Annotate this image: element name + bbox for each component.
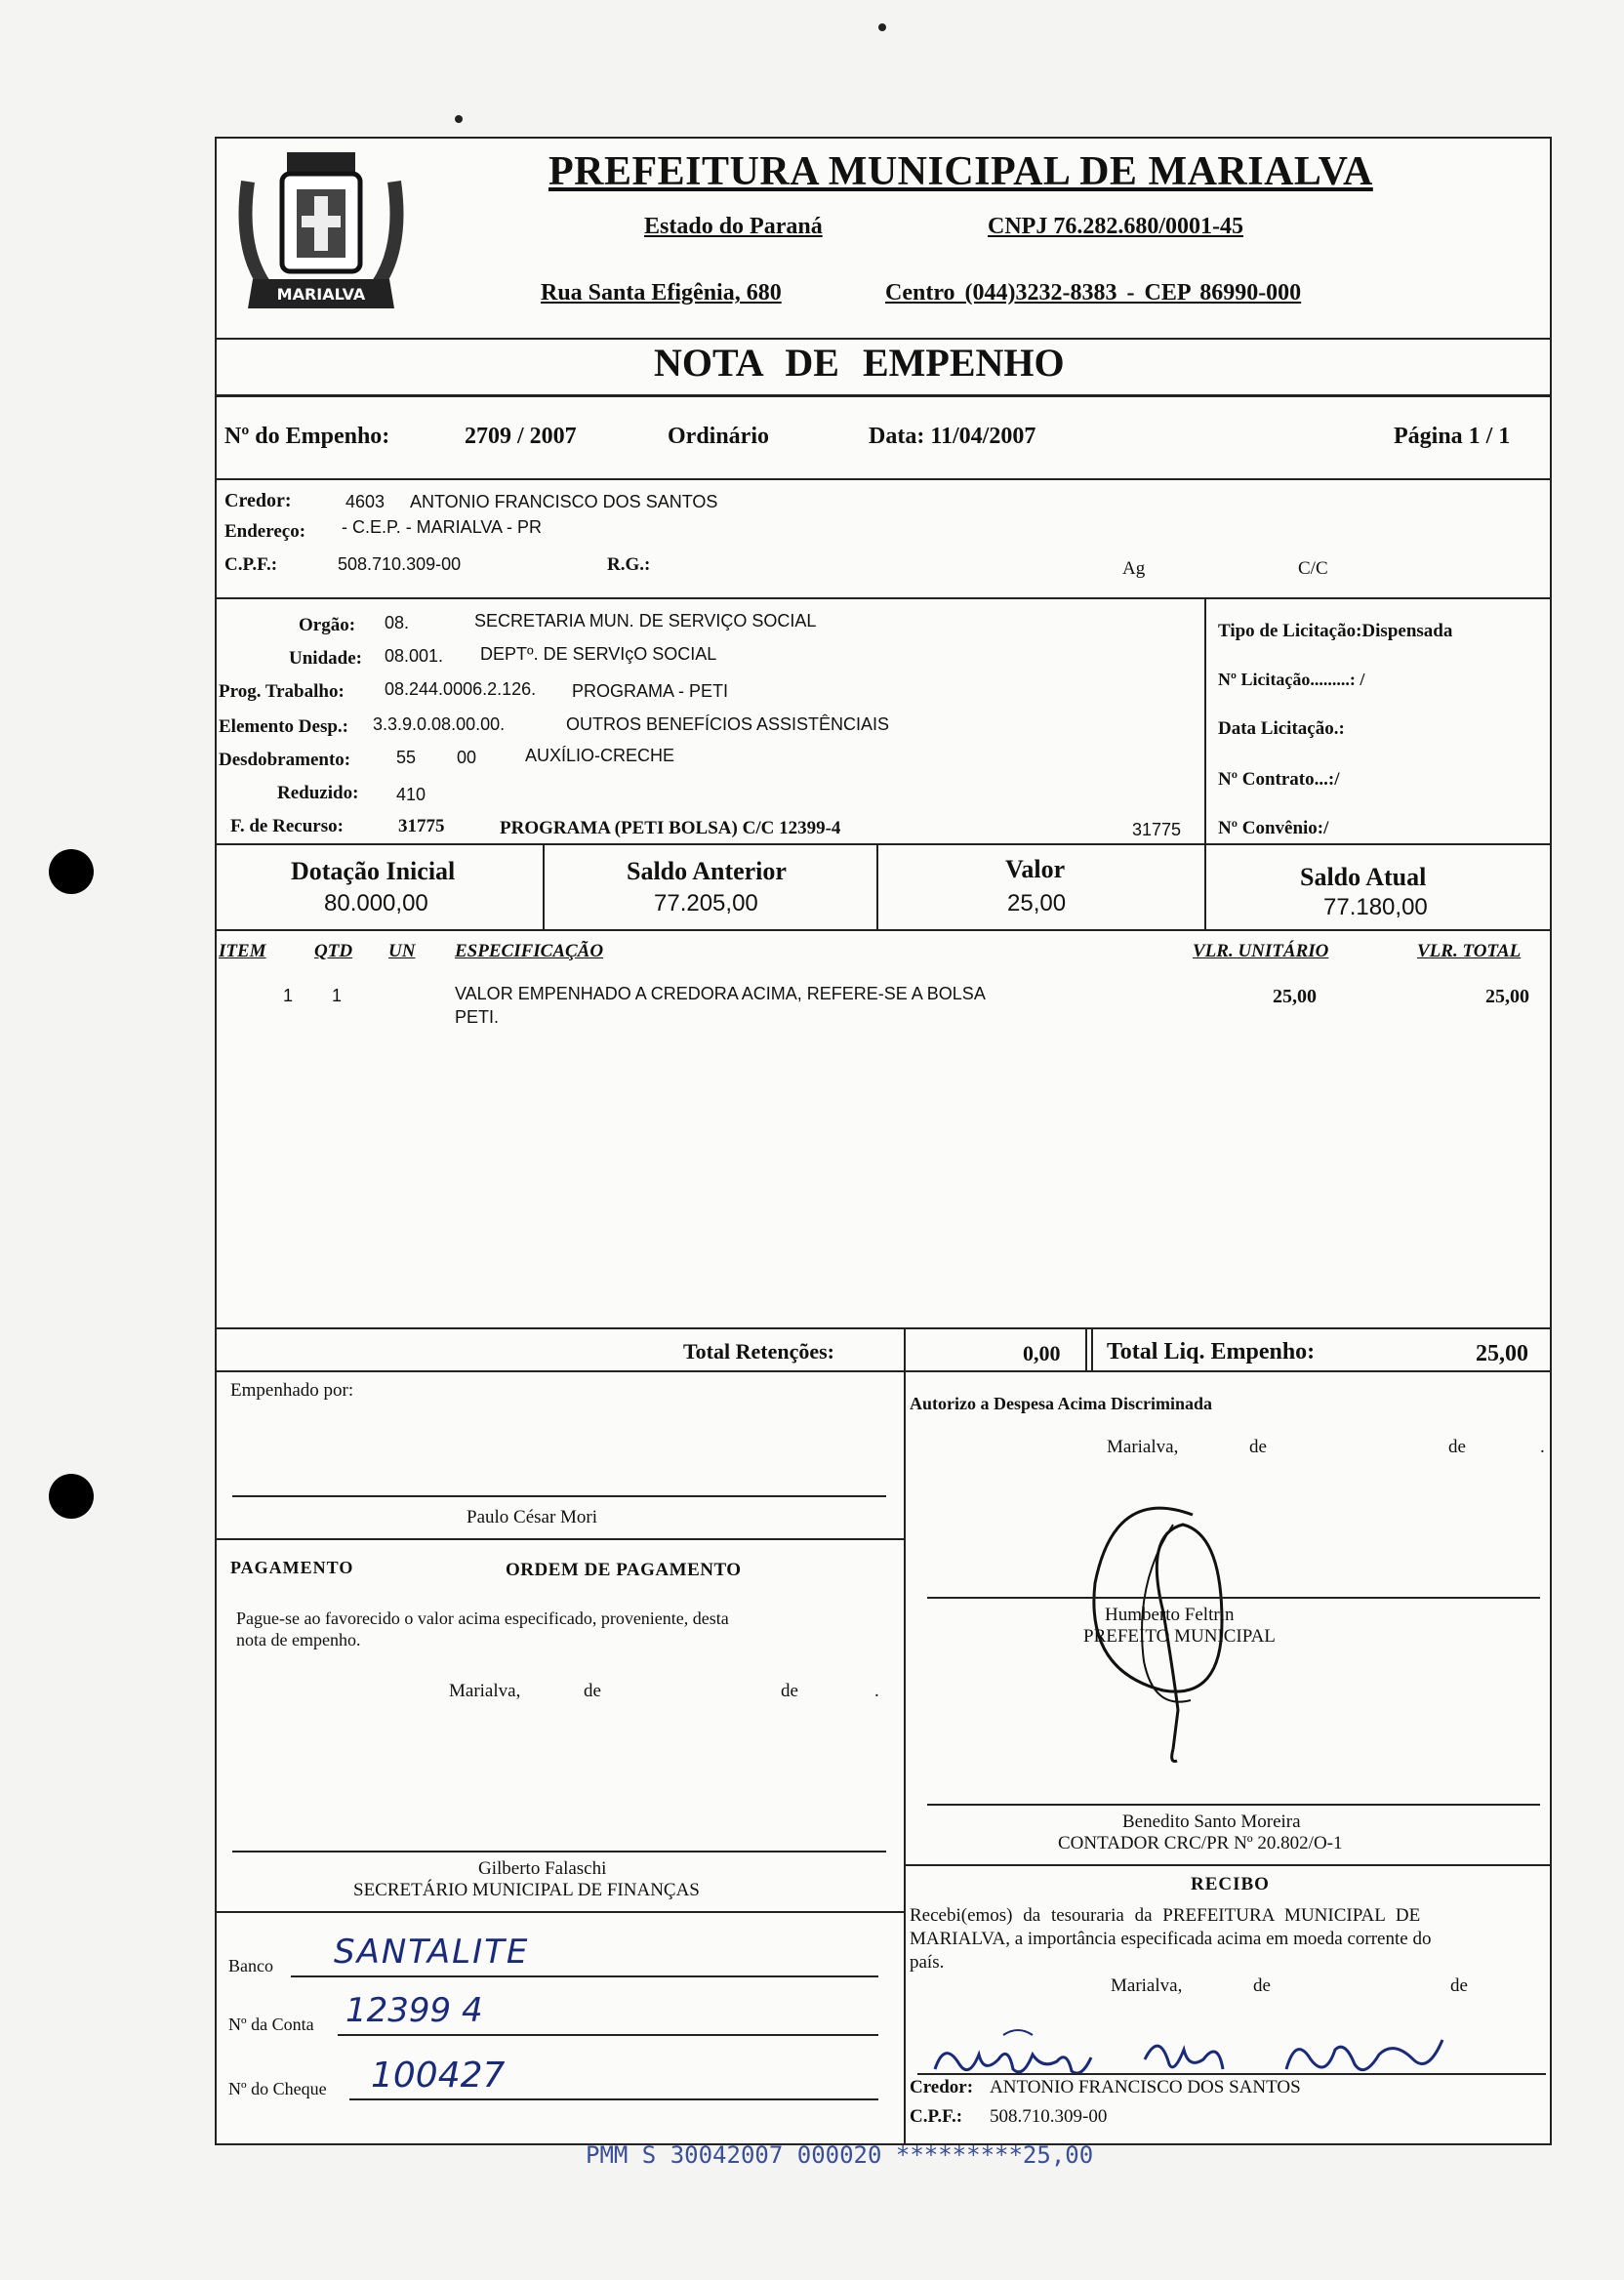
punch-hole-bottom bbox=[49, 1474, 94, 1519]
account-label: C/C bbox=[1298, 558, 1328, 579]
prog-trabalho-label: Prog. Trabalho: bbox=[219, 681, 345, 702]
total-retencoes-label: Total Retenções: bbox=[683, 1339, 834, 1364]
contador-name: Benedito Santo Moreira bbox=[1122, 1812, 1301, 1832]
payment-stamp: PMM S 30042007 000020 *********25,00 bbox=[586, 2141, 1094, 2169]
saldo-atual-label: Saldo Atual bbox=[1300, 863, 1427, 891]
header-un: UN bbox=[388, 941, 416, 961]
scan-speck bbox=[878, 23, 886, 31]
row-unit-value: 25,00 bbox=[1273, 986, 1317, 1007]
banco-label: Banco bbox=[228, 1956, 273, 1975]
autorizo-de1: de bbox=[1249, 1437, 1267, 1457]
autorizo-city: Marialva, bbox=[1107, 1437, 1179, 1457]
total-liquido-label: Total Liq. Empenho: bbox=[1107, 1339, 1316, 1364]
autorizo-text: Autorizo a Despesa Acima Discriminada bbox=[910, 1394, 1212, 1413]
row-total-value: 25,00 bbox=[1485, 986, 1529, 1007]
elemento-code: 3.3.9.0.08.00.00. bbox=[373, 714, 506, 734]
recibo-cpf: 508.710.309-00 bbox=[990, 2106, 1108, 2127]
row-qtd: 1 bbox=[332, 986, 343, 1005]
header-vlr-unitario: VLR. UNITÁRIO bbox=[1193, 941, 1329, 961]
orgao-label: Orgão: bbox=[299, 615, 356, 635]
unidade-code: 08.001. bbox=[385, 646, 444, 666]
recibo-de1: de bbox=[1253, 1975, 1271, 1996]
header-especificacao: ESPECIFICAÇÃO bbox=[455, 941, 604, 961]
recibo-line2: MARIALVA, a importância especificada acima em moeda corrente do bbox=[910, 1929, 1432, 1949]
punch-hole-top bbox=[49, 849, 94, 894]
total-retencoes: 0,00 bbox=[1023, 1341, 1061, 1365]
total-liquido: 25,00 bbox=[1476, 1341, 1528, 1366]
cpf-label: C.P.F.: bbox=[224, 554, 278, 575]
contador-title: CONTADOR CRC/PR Nº 20.802/O-1 bbox=[1058, 1833, 1343, 1853]
pagamento-dot: . bbox=[874, 1681, 879, 1701]
header-item: ITEM bbox=[219, 941, 266, 961]
recibo-label: RECIBO bbox=[1191, 1874, 1270, 1894]
phone-and-cep: Centro (044)3232-8383 - CEP 86990-000 bbox=[885, 280, 1302, 305]
conta-label: Nº da Conta bbox=[228, 2015, 314, 2034]
empenhado-por-name: Paulo César Mori bbox=[467, 1507, 598, 1527]
prefeito-name: Humberto Feltrin bbox=[1105, 1605, 1235, 1625]
pague-line1: Pague-se ao favorecido o valor acima especificado, proveniente, desta bbox=[236, 1608, 729, 1628]
page-number: Página 1 / 1 bbox=[1394, 424, 1511, 449]
saldo-atual: 77.180,00 bbox=[1323, 894, 1428, 920]
prog-trabalho: PROGRAMA - PETI bbox=[572, 681, 729, 701]
nota-de-empenho-form bbox=[215, 137, 1552, 2145]
pagamento-label: PAGAMENTO bbox=[230, 1558, 354, 1577]
secretario-name: Gilberto Falaschi bbox=[478, 1858, 607, 1879]
credor-label: Credor: bbox=[224, 490, 292, 511]
ordem-pagamento-label: ORDEM DE PAGAMENTO bbox=[506, 1560, 742, 1580]
prefeito-title: PREFEITO MUNICIPAL bbox=[1083, 1626, 1276, 1647]
credor-code: 4603 bbox=[345, 492, 386, 511]
state-name: Estado do Paraná bbox=[644, 214, 823, 239]
desdobramento-a: 55 bbox=[396, 748, 417, 767]
recurso-label: F. de Recurso: bbox=[230, 816, 344, 836]
cnpj: CNPJ 76.282.680/0001-45 bbox=[988, 214, 1243, 239]
municipality-title: PREFEITURA MUNICIPAL DE MARIALVA bbox=[548, 149, 1373, 194]
recibo-line1: Recebi(emos) da tesouraria da PREFEITURA MUNICIPAL DE bbox=[910, 1905, 1421, 1926]
desdobramento-label: Desdobramento: bbox=[219, 750, 351, 770]
header-vlr-total: VLR. TOTAL bbox=[1417, 941, 1522, 961]
address-label: Endereço: bbox=[224, 521, 306, 542]
street-address: Rua Santa Efigênia, 680 bbox=[541, 280, 782, 305]
crest-text: MARIALVA bbox=[276, 285, 366, 304]
recurso-description: PROGRAMA (PETI BOLSA) C/C 12399-4 bbox=[500, 818, 841, 838]
pagamento-city: Marialva, bbox=[449, 1681, 521, 1701]
desdobramento-b: 00 bbox=[457, 748, 477, 767]
prog-trabalho-code: 08.244.0006.2.126. bbox=[385, 679, 537, 699]
pagamento-de1: de bbox=[584, 1681, 601, 1701]
desdobramento: AUXÍLIO-CRECHE bbox=[525, 746, 675, 765]
recibo-cpf-label: C.P.F.: bbox=[910, 2106, 963, 2127]
recibo-credor-label: Credor: bbox=[910, 2077, 974, 2097]
empenho-number: 2709 / 2007 bbox=[465, 424, 577, 449]
scan-speck bbox=[455, 115, 463, 123]
empenho-number-label: Nº do Empenho: bbox=[224, 424, 390, 449]
recibo-city: Marialva, bbox=[1111, 1975, 1183, 1996]
recurso-code-right: 31775 bbox=[1132, 820, 1182, 839]
numero-convenio: Nº Convênio:/ bbox=[1218, 818, 1329, 838]
banco-value: SANTALITE bbox=[334, 1933, 530, 1972]
credor-name: ANTONIO FRANCISCO DOS SANTOS bbox=[410, 492, 718, 511]
unidade-label: Unidade: bbox=[289, 648, 362, 669]
cheque-label: Nº do Cheque bbox=[228, 2079, 327, 2098]
recibo-line3: país. bbox=[910, 1952, 945, 1973]
pagamento-de2: de bbox=[781, 1681, 798, 1701]
row-spec-line1: VALOR EMPENHADO A CREDORA ACIMA, REFERE-SE A BOLSA bbox=[455, 984, 986, 1003]
row-item: 1 bbox=[283, 986, 294, 1005]
reduzido-label: Reduzido: bbox=[277, 783, 359, 803]
cpf: 508.710.309-00 bbox=[338, 554, 462, 574]
empenhado-por-label: Empenhado por: bbox=[230, 1380, 354, 1401]
pague-line2: nota de empenho. bbox=[236, 1630, 361, 1649]
recurso-code: 31775 bbox=[398, 816, 445, 836]
numero-contrato: Nº Contrato...:/ bbox=[1218, 769, 1340, 790]
header-qtd: QTD bbox=[314, 941, 353, 961]
secretario-title: SECRETÁRIO MUNICIPAL DE FINANÇAS bbox=[353, 1880, 700, 1900]
saldo-anterior: 77.205,00 bbox=[654, 890, 758, 916]
reduzido: 410 bbox=[396, 785, 426, 804]
unidade: DEPTº. DE SERVIçO SOCIAL bbox=[480, 644, 717, 664]
recibo-de2: de bbox=[1450, 1975, 1468, 1996]
numero-licitacao: Nº Licitação.........: / bbox=[1218, 670, 1365, 689]
empenho-type: Ordinário bbox=[668, 424, 770, 449]
recibo-credor-name: ANTONIO FRANCISCO DOS SANTOS bbox=[990, 2077, 1301, 2097]
row-spec-line2: PETI. bbox=[455, 1007, 500, 1027]
orgao: SECRETARIA MUN. DE SERVIÇO SOCIAL bbox=[474, 611, 817, 631]
address: - C.E.P. - MARIALVA - PR bbox=[342, 517, 543, 537]
municipal-crest-logo bbox=[228, 142, 414, 328]
agency-label: Ag bbox=[1122, 558, 1146, 579]
dotacao-inicial: 80.000,00 bbox=[324, 890, 428, 916]
orgao-code: 08. bbox=[385, 613, 410, 632]
dotacao-inicial-label: Dotação Inicial bbox=[291, 857, 456, 885]
elemento: OUTROS BENEFÍCIOS ASSISTÊNCIAIS bbox=[566, 714, 890, 734]
autorizo-dot: . bbox=[1540, 1437, 1545, 1457]
document-title: NOTA DE EMPENHO bbox=[654, 341, 1065, 385]
elemento-label: Elemento Desp.: bbox=[219, 716, 348, 737]
conta-value: 12399 4 bbox=[345, 1991, 483, 2030]
data-licitacao: Data Licitação.: bbox=[1218, 718, 1345, 739]
rg-label: R.G.: bbox=[607, 554, 651, 575]
empenho-date: Data: 11/04/2007 bbox=[869, 424, 1036, 449]
autorizo-de2: de bbox=[1448, 1437, 1466, 1457]
valor-label: Valor bbox=[1005, 855, 1066, 883]
cheque-value: 100427 bbox=[371, 2056, 506, 2096]
tipo-licitacao: Tipo de Licitação:Dispensada bbox=[1218, 621, 1453, 641]
valor: 25,00 bbox=[1007, 890, 1067, 916]
saldo-anterior-label: Saldo Anterior bbox=[627, 857, 787, 885]
